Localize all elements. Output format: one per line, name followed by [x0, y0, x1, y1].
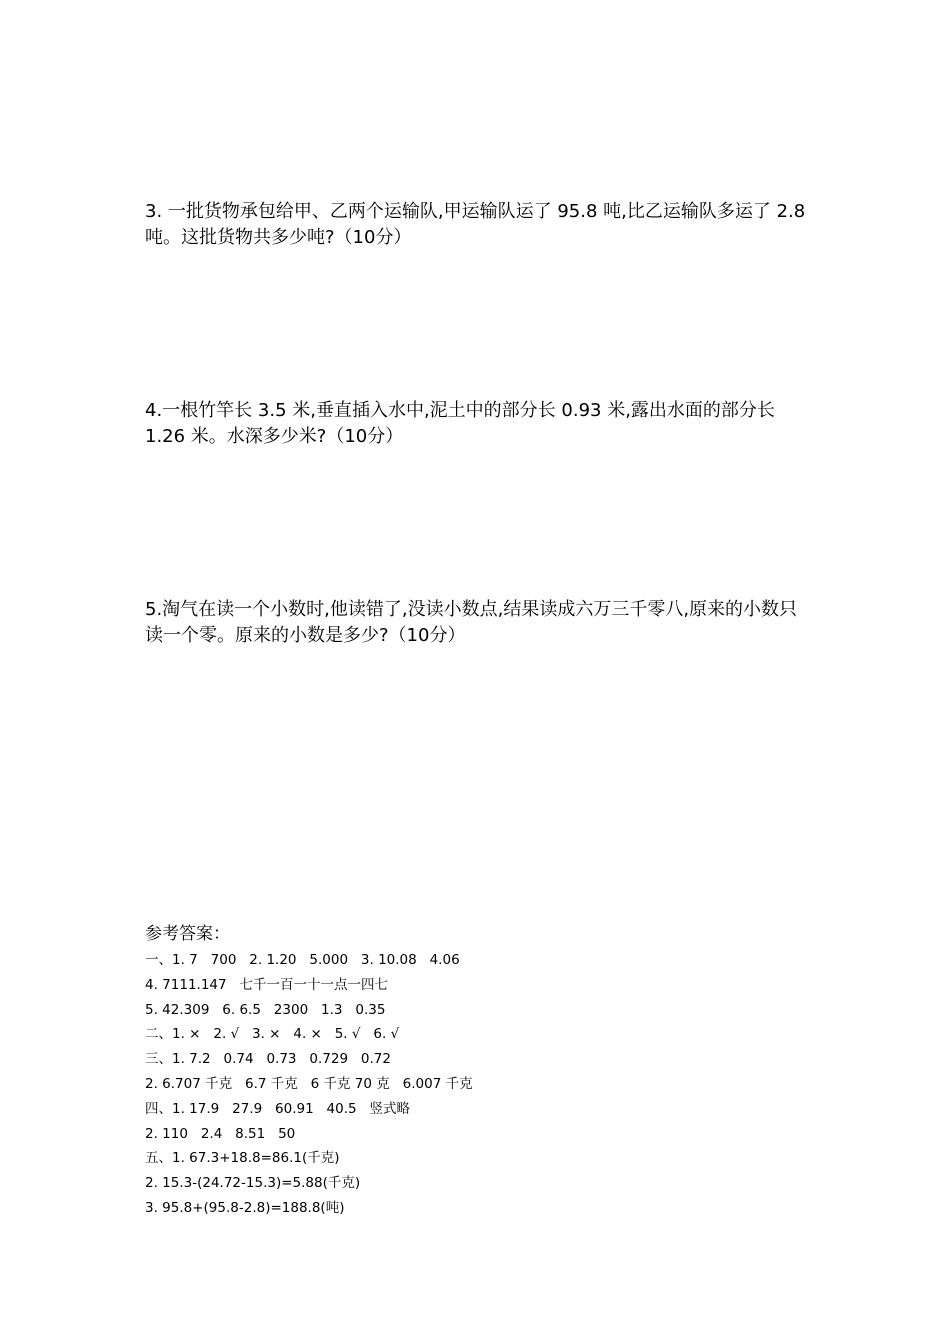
- answer-line: 二、1. × 2. √ 3. × 4. × 5. √ 6. √: [145, 1026, 400, 1043]
- answer-line: 5. 42.309 6. 6.5 2300 1.3 0.35: [145, 1001, 386, 1018]
- answer-line: 3. 95.8+(95.8-2.8)=188.8(吨): [145, 1199, 345, 1216]
- answer-key-title: 参考答案：: [145, 924, 230, 944]
- answer-key: [145, 922, 785, 1221]
- question-5: 5.淘气在读一个小数时,他读错了,没读小数点,结果读成六万三千零八,原来的小数只读一个零。原来的小数是多少?（10分）: [145, 599, 798, 646]
- answer-line: 2. 110 2.4 8.51 50: [145, 1125, 296, 1142]
- answer-line: 2. 15.3-(24.72-15.3)=5.88(千克): [145, 1175, 361, 1192]
- question-3: 3. 一批货物承包给甲、乙两个运输队,甲运输队运了 95.8 吨,比乙运输队多运了 2.8 吨。这批货物共多少吨?（10分）: [145, 201, 806, 248]
- answer-line: 4. 7111.147 七千一百一十一点一四七: [145, 976, 388, 993]
- answer-line: 2. 6.707 千克 6.7 千克 6 千克 70 克 6.007 千克: [145, 1075, 473, 1092]
- question-4: 4.一根竹竿长 3.5 米,垂直插入水中,泥土中的部分长 0.93 米,露出水面的部分长 1.26 米。水深多少米?（10分）: [145, 400, 775, 447]
- answer-line: 四、1. 17.9 27.9 60.91 40.5 竖式略: [145, 1100, 410, 1117]
- answer-line: 三、1. 7.2 0.74 0.73 0.729 0.72: [145, 1051, 391, 1068]
- answer-line: 五、1. 67.3+18.8=86.1(千克): [145, 1150, 340, 1167]
- answer-line: 一、1. 7 700 2. 1.20 5.000 3. 10.08 4.06: [145, 952, 460, 968]
